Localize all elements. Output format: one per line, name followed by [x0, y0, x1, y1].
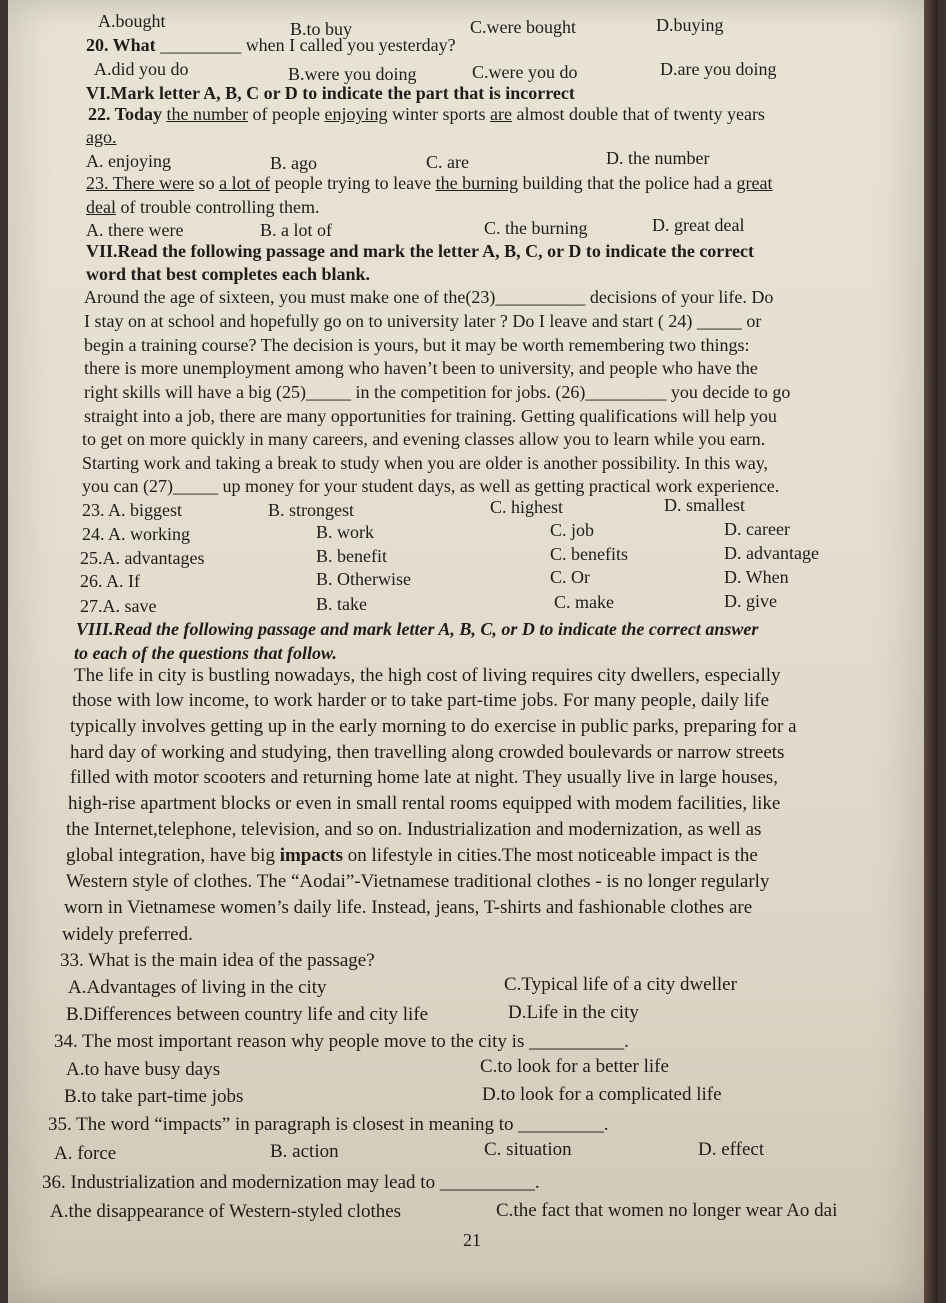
q20-blank: _________	[160, 35, 242, 55]
opt27-a: 27.A. save	[80, 596, 157, 616]
passage7-line-8: Starting work and taking a break to study when you are older is another possibility. In this way,	[82, 453, 769, 473]
passage7-line-1: Around the age of sixteen, you must make one of the(23)__________ decisions of your life. Do	[84, 287, 774, 307]
section-viii-title-2: to each of the questions that follow.	[74, 643, 337, 663]
passage8-line-5: filled with motor scooters and returning home late at night. They usually live in large houses,	[70, 767, 778, 788]
passage7-line-5: right skills will have a big (25)_____ in the competition for jobs. (26)_________ you decide to go	[84, 382, 791, 402]
q22-option-b: B. ago	[270, 153, 317, 173]
passage8-line-11: widely preferred.	[62, 924, 193, 945]
passage7-line-4: there is more unemployment among who haven’t been to university, and people who have the	[84, 358, 758, 378]
worksheet-page	[8, 0, 938, 1303]
passage8-line-10: worn in Vietnamese women’s daily life. Instead, jeans, T-shirts and fashionable clothes are	[64, 897, 753, 918]
page-edge-shadow	[924, 0, 938, 1303]
opt23-a: 23. A. biggest	[82, 500, 183, 520]
opt23-d: D. smallest	[664, 495, 745, 515]
q22-text-3: winter sports	[387, 104, 491, 124]
section-vii-title-2: word that best completes each blank.	[86, 264, 370, 284]
q22-option-c: C. are	[426, 152, 469, 172]
q34-option-c: C.to look for a better life	[480, 1056, 669, 1077]
q23-sentence	[86, 172, 773, 194]
q35-option-c: C. situation	[484, 1139, 572, 1160]
q19-option-a: A.bought	[98, 11, 166, 31]
passage7-line-3: begin a training course? The decision is yours, but it may be worth remembering two things:	[84, 335, 750, 355]
opt25-c: C. benefits	[550, 544, 628, 564]
q23-text-1: so	[194, 173, 220, 193]
q22-underlined-3: are	[490, 104, 512, 124]
q23-underlined-4: great	[736, 173, 773, 193]
q22-text-4: almost double that of twenty years	[512, 104, 765, 124]
q23-text-2: people trying to leave	[270, 173, 436, 193]
q23-underlined-2: a lot of	[219, 173, 271, 193]
q20-option-d: D.are you doing	[660, 59, 777, 79]
q20-option-b: B.were you doing	[288, 64, 417, 84]
passage8-line-8-text: on lifestyle in cities.The most noticeable impact is the	[343, 845, 758, 866]
opt23-c: C. highest	[490, 497, 564, 517]
opt24-d: D. career	[724, 519, 790, 539]
q23-underlined-3: the burning	[435, 173, 519, 193]
opt24-b: B. work	[316, 522, 374, 542]
q33-option-a: A.Advantages of living in the city	[68, 977, 327, 998]
q20-stem	[86, 34, 456, 56]
opt26-d: D. When	[724, 567, 789, 587]
q36-option-c: C.the fact that women no longer wear Ao dai	[496, 1200, 838, 1221]
passage7-line-6: straight into a job, there are many opportunities for training. Getting qualifications will help you	[84, 406, 777, 426]
q33-option-b: B.Differences between country life and city life	[66, 1004, 429, 1025]
opt25-d: D. advantage	[724, 543, 819, 563]
q23-option-b: B. a lot of	[260, 220, 332, 240]
q35-option-a: A. force	[54, 1143, 117, 1164]
q20-rest: when I called you yesterday?	[245, 35, 456, 55]
q36-option-a: A.the disappearance of Western-styled clothes	[50, 1201, 402, 1222]
q34-option-a: A.to have busy days	[66, 1059, 221, 1080]
passage8-line-7: the Internet,telephone, television, and so on. Industrialization and modernization, as well as	[66, 819, 762, 840]
section-vii-title-1: VII.Read the following passage and mark the letter A, B, C, or D to indicate the correct	[86, 241, 754, 261]
passage8-line-8-text: global integration, have big	[66, 845, 280, 866]
opt27-c: C. make	[554, 592, 614, 612]
passage7-line-9: you can (27)_____ up money for your student days, as well as getting practical work experience.	[82, 476, 780, 496]
q34-option-b: B.to take part-time jobs	[64, 1086, 244, 1107]
q35-stem: 35. The word “impacts” in paragraph is closest in meaning to _________.	[48, 1114, 609, 1135]
q33-option-d: D.Life in the city	[508, 1002, 639, 1023]
opt24-c: C. job	[550, 520, 595, 540]
opt27-b: B. take	[316, 594, 367, 614]
q22-text-2: of people	[248, 104, 325, 124]
q34-stem: 34. The most important reason why people move to the city is __________.	[54, 1031, 629, 1052]
q22-text-1: 22. Today	[88, 104, 167, 124]
q34-option-d: D.to look for a complicated life	[482, 1084, 722, 1105]
q22-underlined-2: enjoying	[324, 104, 388, 124]
q35-option-d: D. effect	[698, 1139, 765, 1160]
q19-option-b: B.to buy	[290, 19, 353, 39]
section-viii-title-1: VIII.Read the following passage and mark letter A, B, C, or D to indicate the correct answer	[76, 619, 759, 639]
q20-option-c: C.were you do	[472, 62, 578, 82]
passage8-line-1: The life in city is bustling nowadays, the high cost of living requires city dwellers, especially	[74, 665, 781, 686]
passage8-line-2: those with low income, to work harder or to take part-time jobs. For many people, daily life	[72, 690, 770, 711]
q19-option-c: C.were bought	[470, 17, 576, 37]
opt26-c: C. Or	[550, 567, 590, 587]
opt25-a: 25.A. advantages	[80, 548, 205, 568]
q20-label: 20. What	[86, 35, 156, 55]
q19-option-d: D.buying	[656, 15, 724, 35]
passage8-line-8	[66, 845, 758, 867]
q20-option-a: A.did you do	[94, 59, 189, 79]
passage8-line-6: high-rise apartment blocks or even in small rental rooms equipped with modem facilities, like	[68, 793, 781, 814]
opt26-a: 26. A. If	[80, 571, 140, 591]
q23-text-5: of trouble controlling them.	[115, 197, 320, 217]
opt26-b: B. Otherwise	[316, 569, 411, 589]
q33-option-c: C.Typical life of a city dweller	[504, 974, 737, 995]
passage8-line-3: typically involves getting up in the early morning to do exercise in public parks, preparing for a	[70, 716, 797, 737]
q22-underlined-1: the number	[166, 104, 249, 124]
q23-text-3: building that the police had a	[518, 173, 737, 193]
section-vi-title: VI.Mark letter A, B, C or D to indicate the part that is incorrect	[86, 83, 575, 103]
impacts-word: impacts	[279, 845, 344, 866]
q23-line2	[86, 196, 319, 218]
passage8-line-4: hard day of working and studying, then travelling along crowded boulevards or narrow streets	[70, 742, 785, 763]
opt23-b: B. strongest	[268, 500, 355, 520]
q23-option-c: C. the burning	[484, 218, 588, 238]
q22-line2: ago.	[86, 127, 117, 147]
passage7-line-2: I stay on at school and hopefully go on to university later ? Do I leave and start ( 24) _____ or	[84, 311, 762, 331]
q23-underlined-5: deal	[86, 197, 116, 217]
opt24-a: 24. A. working	[82, 524, 190, 544]
q22-option-a: A. enjoying	[86, 151, 171, 171]
q35-option-b: B. action	[270, 1141, 339, 1162]
q23-option-d: D. great deal	[652, 215, 745, 235]
passage8-line-9: Western style of clothes. The “Aodai”-Vietnamese traditional clothes - is no longer regularly	[66, 871, 770, 892]
q22-sentence	[88, 103, 765, 125]
passage7-line-7: to get on more quickly in many careers, and evening classes allow you to learn while you earn.	[82, 429, 766, 449]
q33-stem: 33. What is the main idea of the passage?	[60, 950, 375, 971]
q22-option-d: D. the number	[606, 148, 710, 168]
q23-underlined-1: 23. There were	[86, 173, 195, 193]
q23-option-a: A. there were	[86, 220, 184, 240]
opt25-b: B. benefit	[316, 546, 387, 566]
q36-stem: 36. Industrialization and modernization may lead to __________.	[42, 1172, 540, 1193]
opt27-d: D. give	[724, 591, 777, 611]
page-number: 21	[463, 1230, 481, 1250]
